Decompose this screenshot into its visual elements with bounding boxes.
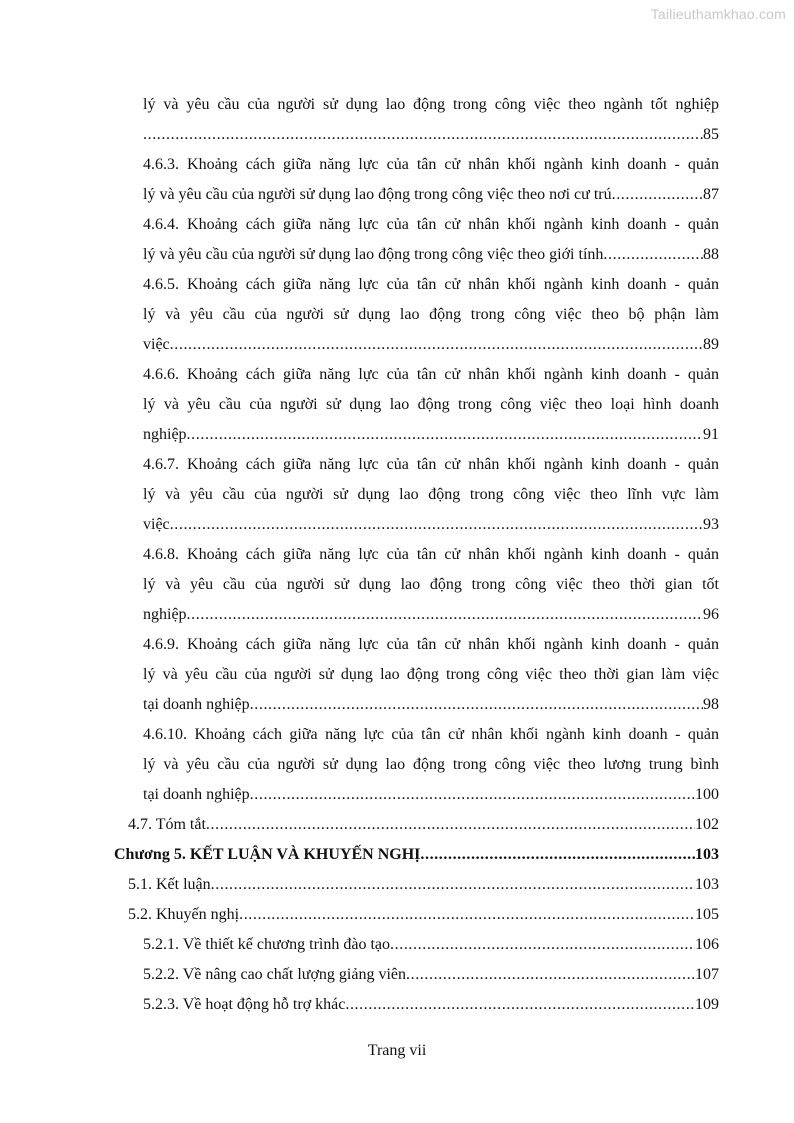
- toc-entry-line[interactable]: [143, 690, 719, 720]
- leader-dots: [390, 930, 695, 960]
- leader-dots: [345, 990, 695, 1020]
- toc-entry-recommendations[interactable]: [128, 900, 719, 930]
- watermark-text: Tailieuthamkhao.com: [650, 6, 786, 22]
- toc-text-line: lý và yêu cầu của người sử dụng lao động trong công việc theo thời gian tốt: [143, 576, 719, 593]
- leader-dots: [612, 180, 703, 210]
- toc-text-line: 4.6.3. Khoảng cách giữa năng lực của tân cử nhân khối ngành kinh doanh - quản: [143, 156, 719, 173]
- leader-dots: [187, 600, 703, 630]
- toc-entry-line[interactable]: [143, 330, 719, 360]
- page-number: 98: [703, 696, 719, 713]
- toc-entry-line[interactable]: [143, 240, 719, 270]
- toc-entry-conclusion[interactable]: [128, 870, 719, 900]
- toc-entry-chapter-5[interactable]: [114, 840, 719, 870]
- entry-title: 5.2.1. Về thiết kế chương trình đào tạo: [143, 936, 391, 953]
- entry-title: việc: [143, 336, 170, 353]
- page-number: 85: [703, 126, 719, 143]
- page-number: 96: [703, 606, 719, 623]
- entry-title: tại doanh nghiệp: [143, 786, 250, 803]
- page-number: 105: [695, 906, 719, 923]
- toc-text-line: lý và yêu cầu của người sử dụng lao động trong công việc theo bộ phận làm: [143, 306, 719, 323]
- leader-dots: [170, 510, 703, 540]
- toc-text-line: lý và yêu cầu của người sử dụng lao động trong công việc theo loại hình doanh: [143, 396, 719, 413]
- entry-title: 4.7. Tóm tắt: [128, 816, 206, 833]
- leader-dots: [187, 420, 703, 450]
- page-number: 102: [695, 816, 719, 833]
- toc-entry-line[interactable]: [143, 600, 719, 630]
- page-footer: Trang vii: [367, 1042, 427, 1059]
- page-number: 100: [695, 786, 719, 803]
- page-number: 107: [695, 966, 719, 983]
- entry-title: nghiệp: [143, 426, 187, 443]
- toc-entry-5-2-2[interactable]: [143, 960, 719, 990]
- toc-entry-5-2-3[interactable]: [143, 990, 719, 1020]
- leader-dots: [170, 330, 703, 360]
- toc-text-line: lý và yêu cầu của người sử dụng lao động trong công việc theo lĩnh vực làm: [143, 486, 719, 503]
- toc-entry-5-2-1[interactable]: [143, 930, 719, 960]
- toc-text-line: lý và yêu cầu của người sử dụng lao động trong công việc theo lương trung bình: [143, 756, 719, 773]
- entry-title: lý và yêu cầu của người sử dụng lao động trong công việc theo giới tính: [143, 246, 604, 263]
- toc-entry-line[interactable]: [143, 180, 719, 210]
- toc-entry-line[interactable]: [143, 510, 719, 540]
- toc-text-line: 4.6.6. Khoảng cách giữa năng lực của tân cử nhân khối ngành kinh doanh - quản: [143, 366, 719, 383]
- entry-title: 5.2. Khuyến nghị: [128, 906, 240, 923]
- page-number: 109: [695, 996, 719, 1013]
- entry-title: nghiệp: [143, 606, 187, 623]
- page-number: 89: [703, 336, 719, 353]
- leader-dots: [406, 960, 695, 990]
- toc-text-line: 4.6.8. Khoảng cách giữa năng lực của tân cử nhân khối ngành kinh doanh - quản: [143, 546, 719, 563]
- toc-text-line: 4.6.7. Khoảng cách giữa năng lực của tân cử nhân khối ngành kinh doanh - quản: [143, 456, 719, 473]
- leader-dots: [420, 840, 695, 870]
- leader-dots: [239, 900, 695, 930]
- toc-text-line: 4.6.10. Khoảng cách giữa năng lực của tân cử nhân khối ngành kinh doanh - quản: [143, 726, 719, 743]
- entry-title: 5.2.2. Về nâng cao chất lượng giảng viên: [143, 966, 406, 983]
- toc-text-line: lý và yêu cầu của người sử dụng lao động trong công việc theo thời gian làm việc: [143, 666, 719, 683]
- entry-title: tại doanh nghiệp: [143, 696, 250, 713]
- page-number: 87: [703, 186, 719, 203]
- toc-entry-summary[interactable]: [128, 810, 719, 840]
- toc-entry-line[interactable]: [143, 780, 719, 810]
- toc-text-line: 4.6.4. Khoảng cách giữa năng lực của tân cử nhân khối ngành kinh doanh - quản: [143, 216, 719, 233]
- leader-dots: [250, 780, 695, 810]
- page-number: 103: [695, 846, 719, 863]
- entry-title: 5.2.3. Về hoạt động hỗ trợ khác: [143, 996, 346, 1013]
- toc-entry-line[interactable]: [143, 420, 719, 450]
- toc-entry-line[interactable]: [143, 120, 719, 150]
- leader-dots: [206, 810, 695, 840]
- page-number: 106: [695, 936, 719, 953]
- toc-text-line: 4.6.5. Khoảng cách giữa năng lực của tân cử nhân khối ngành kinh doanh - quản: [143, 276, 719, 293]
- leader-dots: [143, 120, 703, 150]
- entry-title: việc: [143, 516, 170, 533]
- page-number: 91: [703, 426, 719, 443]
- entry-title: lý và yêu cầu của người sử dụng lao động trong công việc theo nơi cư trú: [143, 186, 612, 203]
- toc-text-line: 4.6.9. Khoảng cách giữa năng lực của tân cử nhân khối ngành kinh doanh - quản: [143, 636, 719, 653]
- leader-dots: [211, 870, 695, 900]
- leader-dots: [603, 240, 703, 270]
- leader-dots: [250, 690, 703, 720]
- page-number: 103: [695, 876, 719, 893]
- page-number: 93: [703, 516, 719, 533]
- page-number: 88: [703, 246, 719, 263]
- toc-text-line: lý và yêu cầu của người sử dụng lao động trong công việc theo ngành tốt nghiệp: [143, 96, 719, 113]
- chapter-title: Chương 5. KẾT LUẬN VÀ KHUYẾN NGHỊ: [114, 846, 421, 863]
- entry-title: 5.1. Kết luận: [128, 876, 211, 893]
